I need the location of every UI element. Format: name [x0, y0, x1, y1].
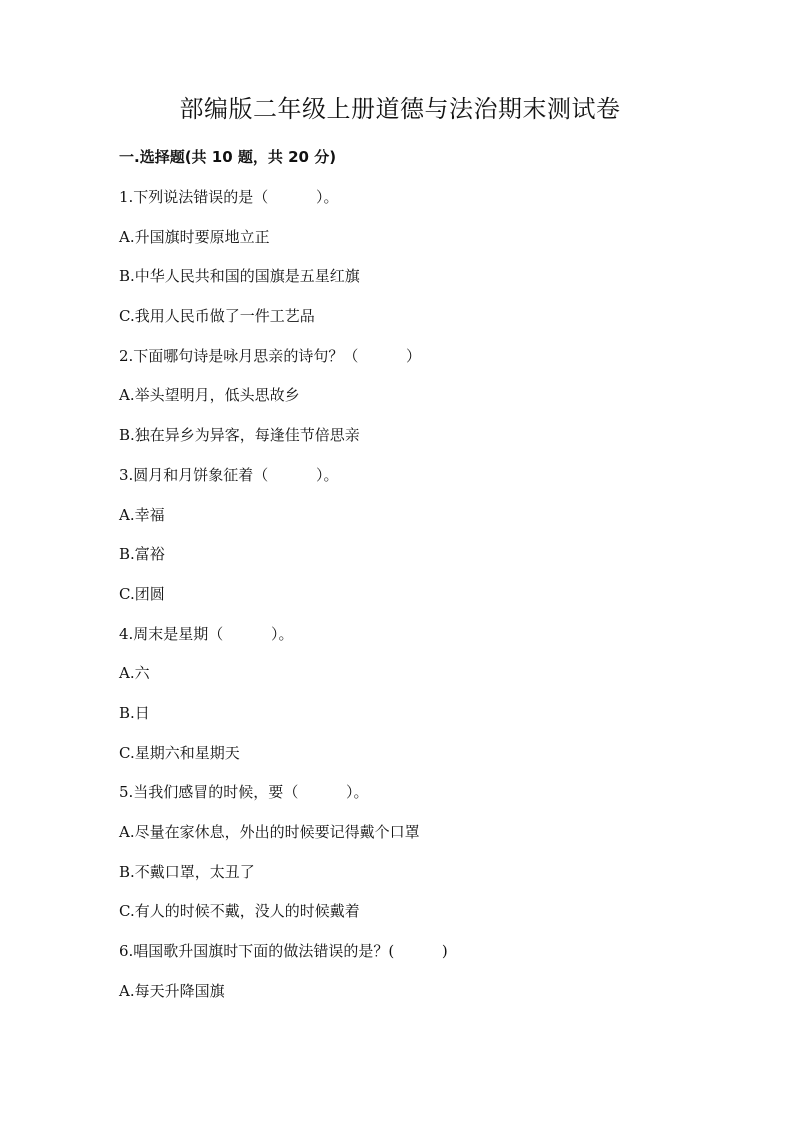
question-line: 2.下面哪句诗是咏月思亲的诗句？（ ） [119, 346, 421, 365]
option-line: C.有人的时候不戴，没人的时候戴着 [119, 902, 360, 921]
option-line: A.六 [119, 664, 150, 683]
option-line: A.尽量在家休息，外出的时候要记得戴个口罩 [119, 823, 420, 841]
option-line: B.富裕 [119, 545, 165, 564]
option-line: B.独在异乡为异客，每逢佳节倍思亲 [119, 426, 360, 445]
question-line: 4.周末是星期（ ）。 [119, 624, 294, 643]
question-line: 3.圆月和月饼象征着（ ）。 [119, 465, 339, 484]
option-line: B.不戴口罩，太丑了 [119, 862, 255, 881]
question-line: 1.下列说法错误的是（ ）。 [119, 188, 339, 206]
option-line: A.幸福 [119, 505, 165, 524]
option-line: B.日 [119, 703, 150, 722]
option-line: C.我用人民币做了一件工艺品 [119, 307, 315, 326]
section-heading: 一.选择题(共 10 题，共 20 分) [119, 148, 337, 166]
question-list [119, 185, 719, 1018]
option-line: C.团圆 [119, 584, 165, 603]
option-line: A.升国旗时要原地立正 [119, 227, 270, 246]
option-line: A.每天升降国旗 [119, 981, 225, 1000]
option-line: B.中华人民共和国的国旗是五星红旗 [119, 267, 360, 286]
option-line: C.星期六和星期天 [119, 743, 240, 762]
option-line: A.举头望明月，低头思故乡 [119, 386, 300, 405]
page-title: 部编版二年级上册道德与法治期末测试卷 [179, 95, 621, 123]
question-line: 6.唱国歌升国旗时下面的做法错误的是？( ) [119, 942, 448, 961]
question-line: 5.当我们感冒的时候，要（ ）。 [119, 783, 369, 802]
